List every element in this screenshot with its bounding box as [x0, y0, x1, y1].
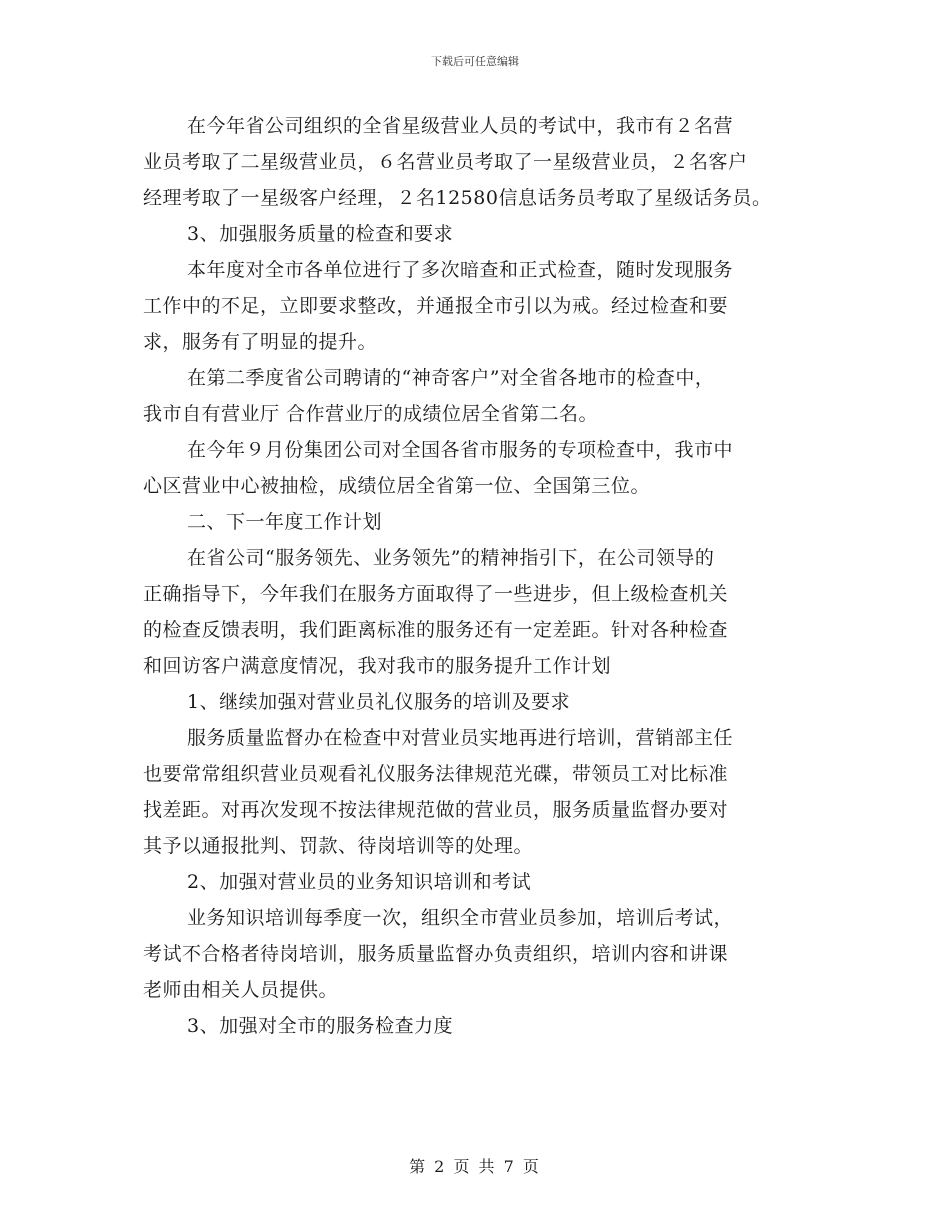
text-line: 业务知识培训每季度一次，组织全市营业员参加，培训后考试， [187, 907, 734, 929]
section-heading-next-year-plan [143, 504, 833, 540]
text-line: 也要常常组织营业员观看礼仪服务法律规范光碟，带领员工对比标准 [143, 763, 729, 785]
text-line: 1、继续加强对营业员礼仪服务的培训及要求 [187, 691, 571, 713]
page-header: 下载后可任意编辑 [431, 55, 519, 68]
text-line: 在今年９月份集团公司对全国各省市服务的专项检查中，我市中 [187, 439, 734, 461]
text-line: 老师由相关人员提供。 [143, 979, 339, 1001]
paragraph-etiquette-training [143, 720, 833, 864]
text-line: 服务质量监督办在检查中对营业员实地再进行培训，营销部主任 [187, 727, 734, 749]
paragraph-knowledge-training [143, 900, 833, 1008]
paragraph-plan-intro [143, 540, 833, 684]
text-line: 二、下一年度工作计划 [187, 511, 383, 533]
text-line: 在今年省公司组织的全省星级营业人员的考试中，我市有２名营 [187, 115, 734, 137]
text-line: 我市自有营业厅 合作营业厅的成绩位居全省第二名。 [143, 403, 599, 425]
text-line: 3、加强对全市的服务检查力度 [187, 1015, 454, 1037]
text-line: 3、加强服务质量的检查和要求 [187, 223, 454, 245]
paragraph-mystery-customer [143, 360, 833, 432]
section-heading-etiquette-training [143, 684, 833, 720]
text-line: 本年度对全市各单位进行了多次暗查和正式检查，随时发现服务 [187, 259, 734, 281]
text-line: 其予以通报批判、罚款、待岗培训等的处理。 [143, 835, 534, 857]
section-heading-knowledge-training [143, 864, 833, 900]
text-line: 工作中的不足，立即要求整改，并通报全市引以为戒。经过检查和要 [143, 295, 729, 317]
text-line: 考试不合格者待岗培训，服务质量监督办负责组织，培训内容和讲课 [143, 943, 729, 965]
section-heading-inspection-intensity [143, 1008, 833, 1044]
document-body [143, 108, 833, 1044]
text-line: 在第二季度省公司聘请的“神奇客户”对全省各地市的检查中， [187, 367, 715, 389]
paragraph-inspections [143, 252, 833, 360]
text-line: 正确指导下，今年我们在服务方面取得了一些进步，但上级检查机关 [143, 583, 729, 605]
section-heading-quality-check [143, 216, 833, 252]
text-line: 和回访客户满意度情况，我对我市的服务提升工作计划 [143, 655, 612, 677]
paragraph-exam-results [143, 108, 833, 216]
text-line: 业员考取了二星级营业员，６名营业员考取了一星级营业员，２名客户 [143, 151, 748, 173]
text-line: 2、加强对营业员的业务知识培训和考试 [187, 871, 532, 893]
paragraph-group-inspection [143, 432, 833, 504]
text-line: 经理考取了一星级客户经理，２名12580信息话务员考取了星级话务员。 [143, 187, 772, 209]
page-footer-page-number: 第 2 页 共 7 页 [409, 1157, 541, 1176]
text-line: 的检查反馈表明，我们距离标准的服务还有一定差距。针对各种检查 [143, 619, 729, 641]
text-line: 找差距。对再次发现不按法律规范做的营业员，服务质量监督办要对 [143, 799, 729, 821]
text-line: 求，服务有了明显的提升。 [143, 331, 378, 353]
text-line: 心区营业中心被抽检，成绩位居全省第一位、全国第三位。 [143, 475, 651, 497]
text-line: 在省公司“服务领先、业务领先”的精神指引下，在公司领导的 [187, 547, 715, 569]
